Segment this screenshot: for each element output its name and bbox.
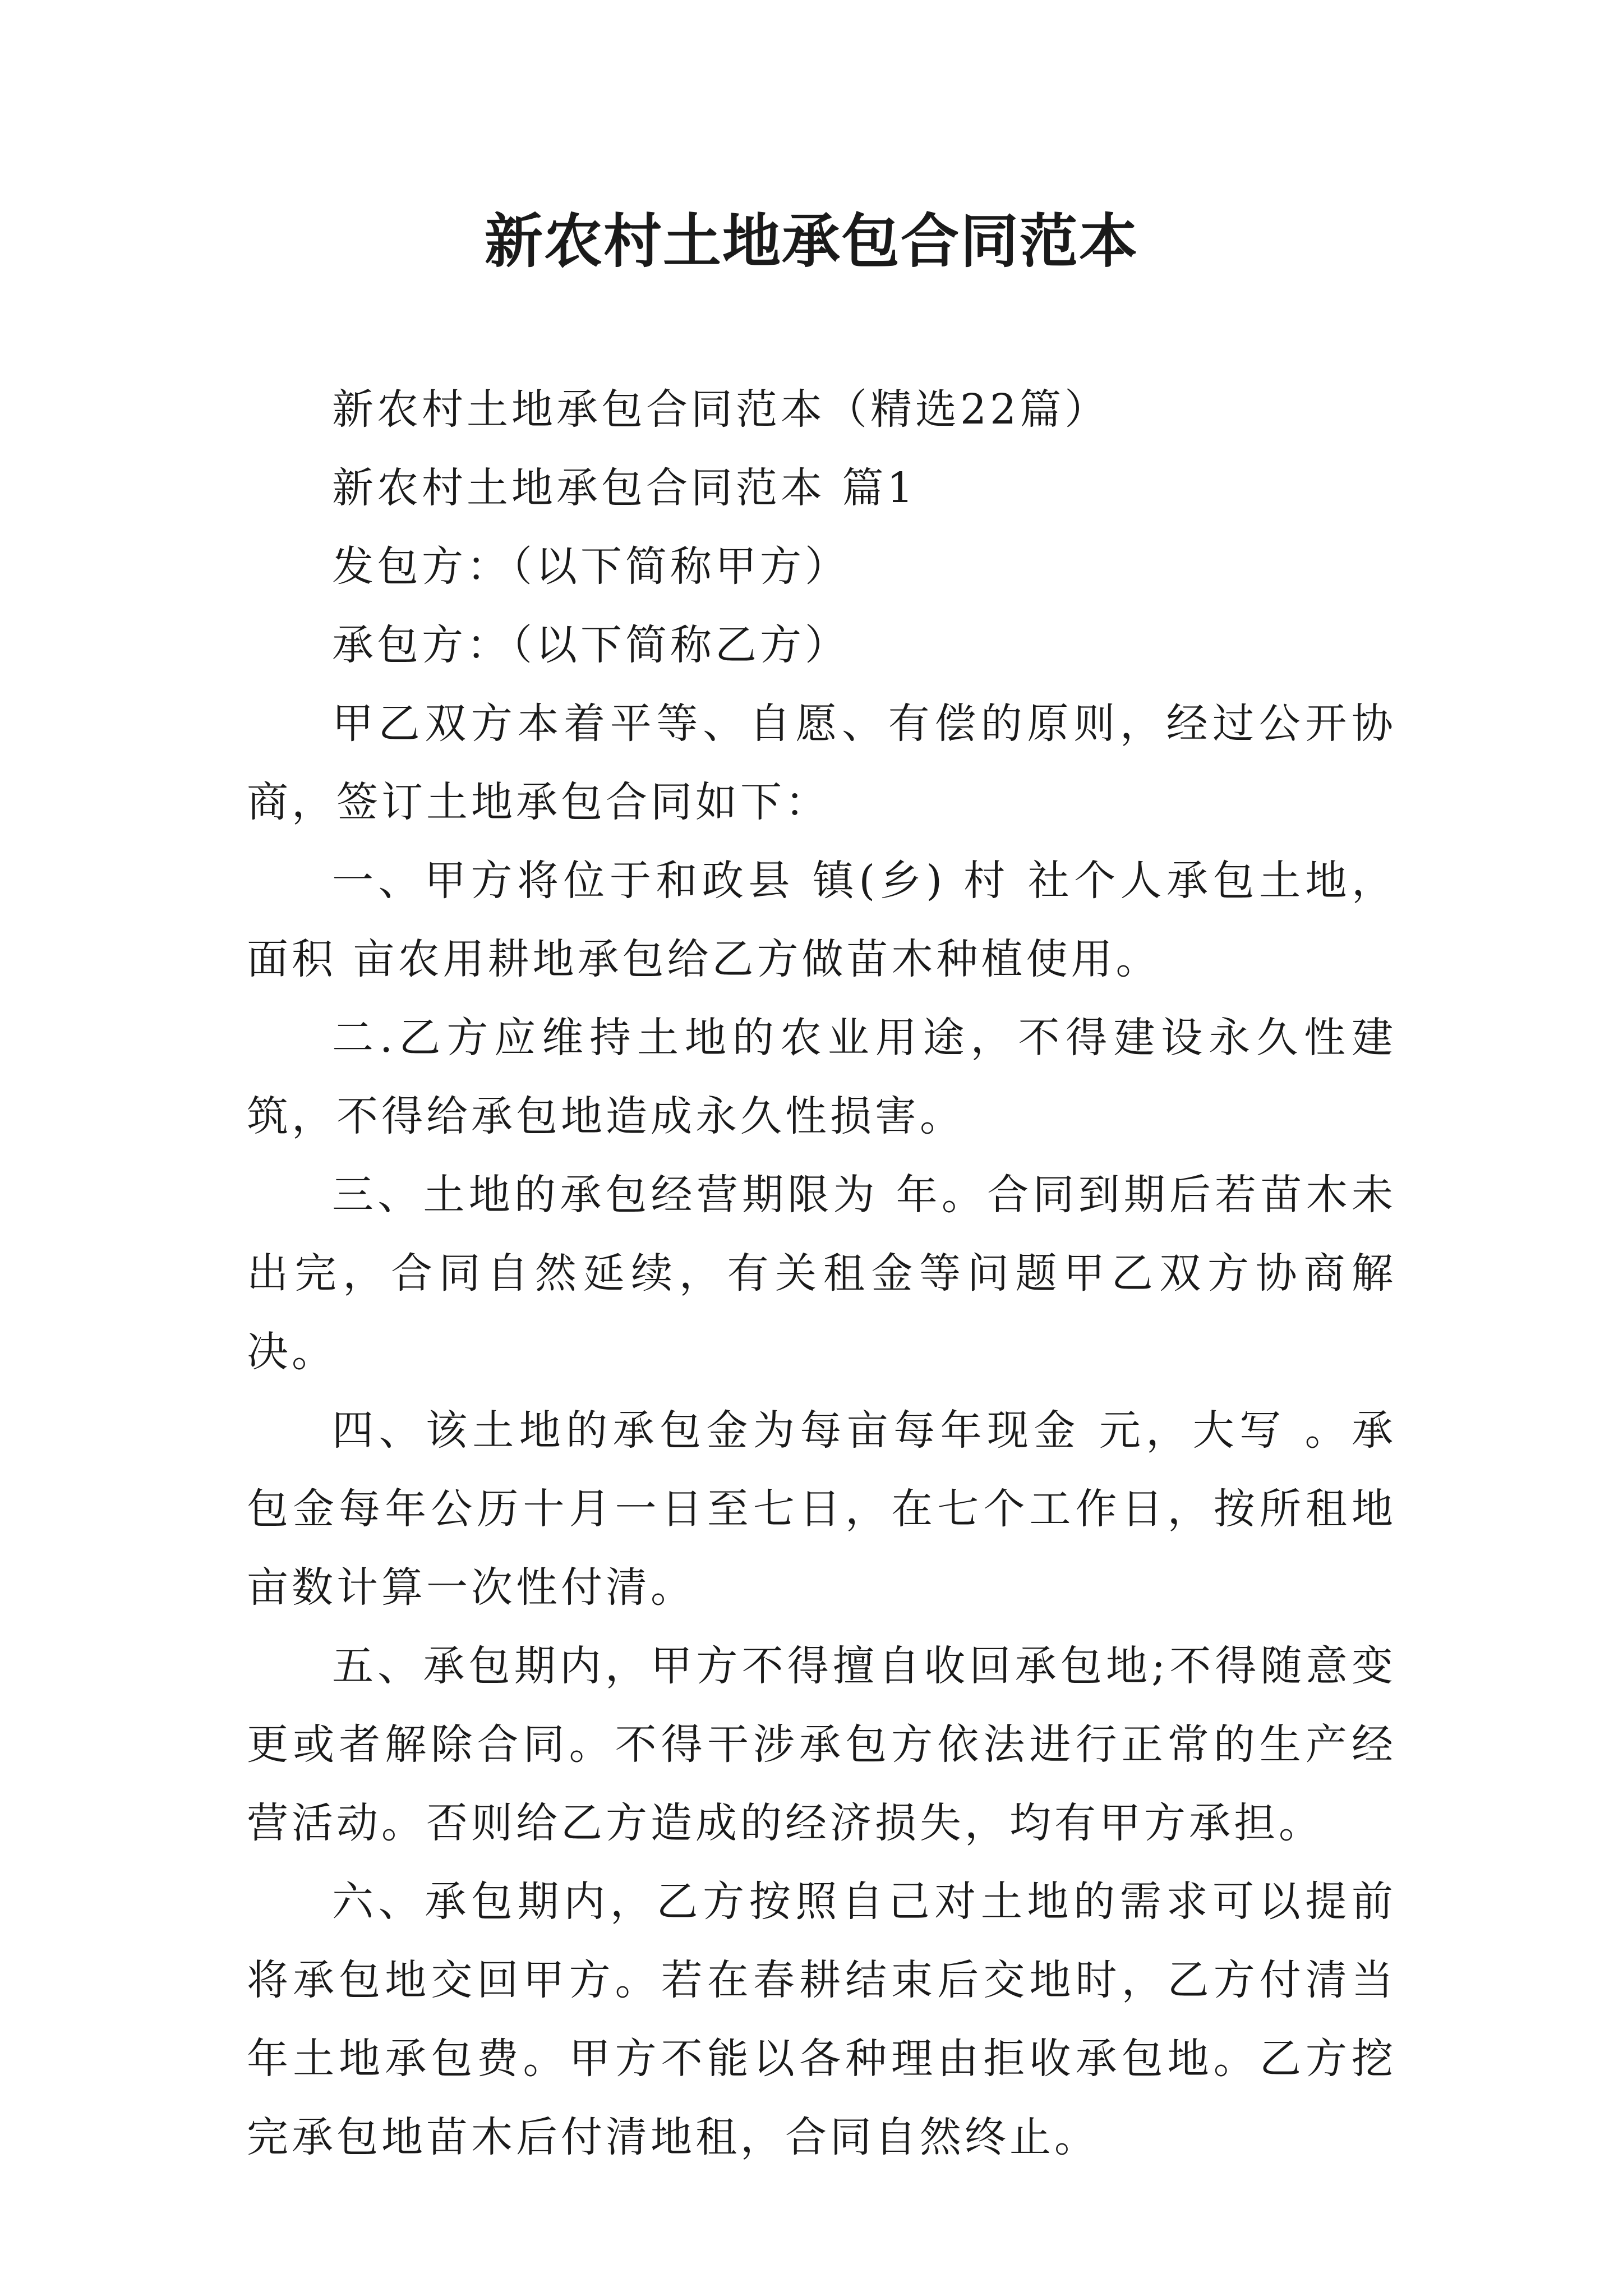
paragraph-clause-1: 一、甲方将位于和政县 镇(乡) 村 社个人承包土地，面积 亩农用耕地承包给乙方做苗木种植使用。 [247,857,1396,983]
paragraph-clause-3: 三、土地的承包经营期限为 年。合同到期后若苗木未出完，合同自然延续，有关租金等问题甲乙双方协商解决。 [247,1171,1396,1376]
paragraph-clause-5: 五、承包期内，甲方不得擅自收回承包地;不得随意变更或者解除合同。不得干涉承包方依法进行正常的生产经营活动。否则给乙方造成的经济损失，均有甲方承担。 [247,1642,1396,1847]
paragraph-section-heading: 新农村土地承包合同范本 篇1 [332,464,917,512]
paragraph-clause-4: 四、该土地的承包金为每亩每年现金 元，大写 。承包金每年公历十月一日至七日，在七个工作日，按所租地亩数计算一次性付清。 [247,1406,1396,1612]
paragraph-party-b: 承包方：（以下简称乙方） [332,621,850,669]
paragraph-clause-6: 六、承包期内，乙方按照自己对土地的需求可以提前将承包地交回甲方。若在春耕结束后交地时，乙方付清当年土地承包费。甲方不能以各种理由拒收承包地。乙方挖完承包地苗木后付清地租，合同自然终止。 [247,1878,1396,2161]
document-body [247,370,1396,2177]
document-title: 新农村土地承包合同范本 [484,206,1138,275]
paragraph-collection-title: 新农村土地承包合同范本（精选22篇） [332,385,1110,434]
paragraph-preamble: 甲乙双方本着平等、自愿、有偿的原则，经过公开协商，签订土地承包合同如下： [247,700,1396,826]
paragraph-clause-2: 二.乙方应维持土地的农业用途，不得建设永久性建筑，不得给承包地造成永久性损害。 [247,1014,1396,1140]
paragraph-party-a: 发包方：（以下简称甲方） [332,542,850,591]
